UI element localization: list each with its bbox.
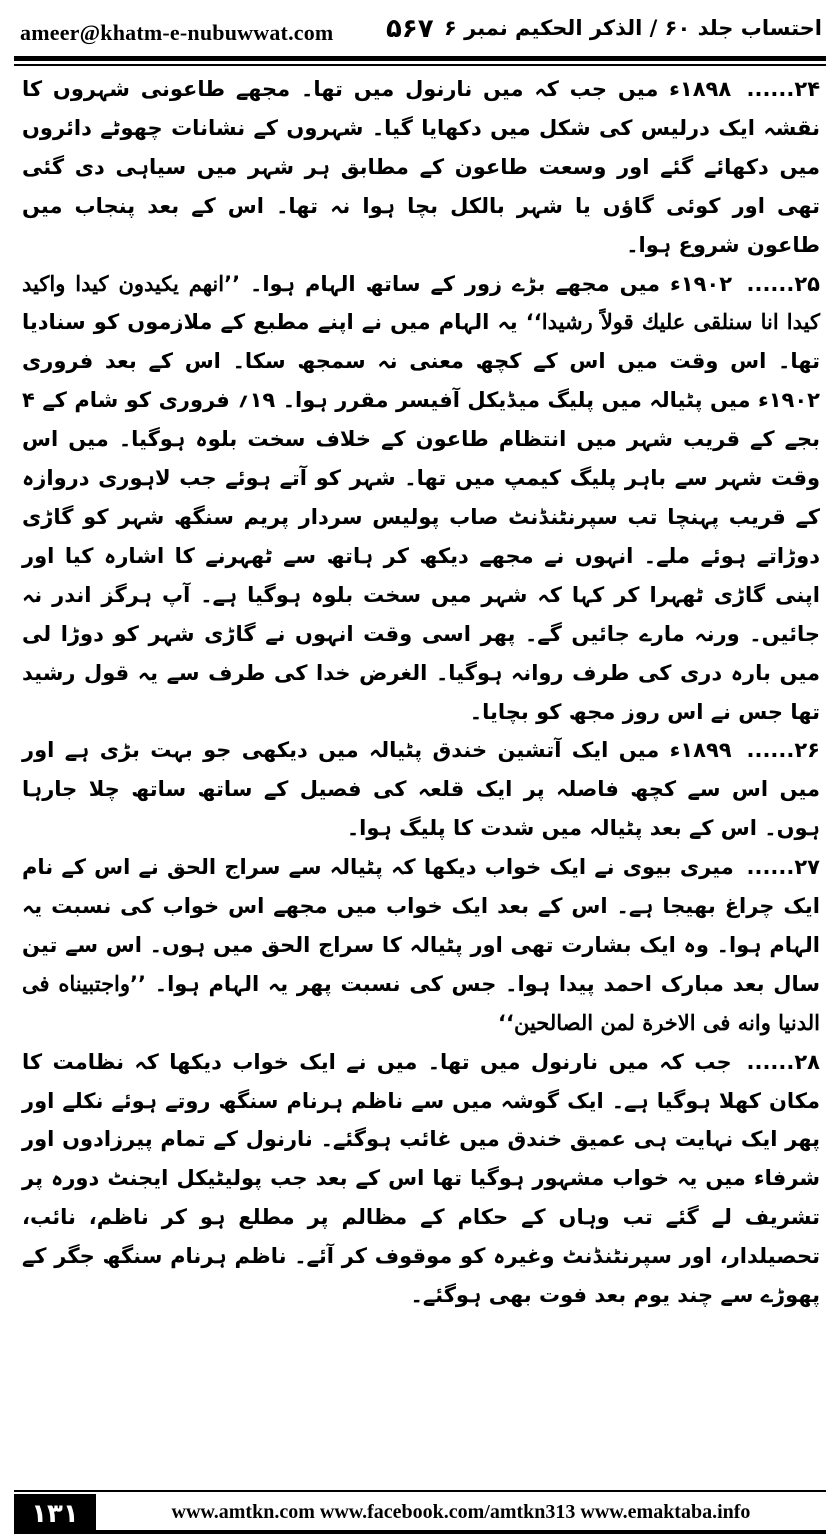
paragraph-26 bbox=[22, 731, 820, 848]
paragraph-24 bbox=[22, 70, 820, 265]
paragraph-text: جب کہ میں نارنول میں تھا۔ میں نے ایک خواب دیکھا کہ نظامت کا مکان کھلا ہوگیا ہے۔ ایک گوشہ میں سے ناظم ہرنام سنگھ روتے ہوئے نکلے اور پھر ایک نہایت ہی عمیق خندق میں غائب ہوگئے۔ نارنول کے تمام پیرزادوں اور شرفاء میں یہ خواب مشہور ہوگیا تھا اس کے بعد جب پولیٹیکل ایجنٹ دورہ پر تشریف لے گئے تب وہاں کے حکام کے مظالم پر مطلع ہو کر ناظم، نائب، تحصیلدار، اور سپرنٹنڈنٹ وغیرہ کو موقوف کر آئے۔ ناظم ہرنام سنگھ جگر کے پھوڑے سے چند یوم بعد فوت بھی ہوگئے۔ bbox=[22, 1049, 820, 1308]
footer-page-number: ۱۳۱ bbox=[14, 1494, 96, 1534]
paragraph-text: ۱۸۹۹ء میں ایک آتشین خندق پٹیالہ میں دیکھی جو بہت بڑی ہے اور میں اس سے کچھ فاصلہ پر ایک قلعہ کی فصیل کے ساتھ ساتھ چلا جارہا ہوں۔ اس کے بعد پٹیالہ میں شدت کا پلیگ ہوا۔ bbox=[22, 738, 820, 841]
paragraph-number: ۲۴...... bbox=[746, 77, 821, 101]
article-body bbox=[22, 70, 820, 1315]
paragraph-number: ۲۶...... bbox=[746, 738, 820, 763]
paragraph-text: ۱۸۹۸ء میں جب کہ میں نارنول میں تھا۔ مجھے طاعونی شہروں کا نقشہ ایک درلیس کی شکل میں دکھایا گیا۔ شہروں کے نشانات چھوٹے دائروں میں دکھائے گئے اور وسعت طاعون کے مطابق ہر شہر میں سیاہی دی گئی تھی اور کوئی گاؤں یا شہر بالکل بچا ہوا نہ تھا۔ اس کے بعد پنجاب میں طاعون شروع ہوا۔ bbox=[22, 77, 820, 257]
header-rule-thin bbox=[14, 64, 826, 66]
header-issue-title: احتساب جلد ۶۰ / الذکر الحکیم نمبر ۶ bbox=[444, 16, 822, 40]
paragraph-number: ۲۷...... bbox=[746, 855, 820, 880]
paragraph-text: ۱۹۰۲ء میں مجھے بڑے زور کے ساتھ الہام ہوا۔ ’’ bbox=[224, 271, 733, 296]
header-page-number: ۵۶۷ bbox=[386, 14, 434, 44]
header-rule-thick bbox=[14, 56, 826, 61]
paragraph-text: میری بیوی نے ایک خواب دیکھا کہ پٹیالہ سے سراج الحق نے اس کے نام ایک چراغ بھیجا ہے۔ اس کے بعد ایک خواب میں مجھے اس خواب کی نسبت یہ الہام ہوا۔ وہ ایک بشارت تھی اور پٹیالہ کا سراج الحق میں ہوں۔ اس سے تین سال بعد مبارک احمد پیدا ہوا۔ جس کی نسبت پھر یہ الہام ہوا۔ ’’ bbox=[22, 855, 820, 996]
paragraph-text: ‘‘ bbox=[497, 1010, 514, 1035]
footer-links[interactable]: www.amtkn.com www.facebook.com/amtkn313 www.emaktaba.info bbox=[96, 1494, 826, 1534]
arabic-quote: انهم یکیدون کیدا واکید کیدا انا سنلقی علیك قولاً رشیدا bbox=[22, 270, 820, 335]
paragraph-25 bbox=[22, 265, 820, 732]
paragraph-text: ‘‘ یہ الہام میں نے اپنے مطبع کے ملازموں کو سنادیا تھا۔ اس وقت میں اس کے کچھ معنی نہ سمجھ سکا۔ اس کے بعد فروری ۱۹۰۲ء میں پٹیالہ میں پلیگ میڈیکل آفیسر مقرر ہوا۔ ۱۹؍ فروری کو شام کے ۴ بجے کے قریب شہر میں انتظام طاعون کے خلاف سخت بلوہ ہوگیا۔ میں اس وقت شہر سے باہر پلیگ کیمپ میں تھا۔ شہر کو آتے ہوئے جب لاہوری دروازہ کے قریب پہنچا تب سپرنٹنڈنٹ صاب پولیس سردار پریم سنگھ شہر کو گاڑی دوڑاتے ہوئے ملے۔ انہوں نے مجھے دیکھ کر ہاتھ سے ٹھہرنے کا اشارہ کیا اور اپنی گاڑی ٹھہرا کر کہا کہ شہر میں سخت بلوہ ہوگیا ہے۔ آپ ہرگز اندر نہ جائیں۔ ورنہ مارے جائیں گے۔ پھر اسی وقت انہوں نے گاڑی شہر کو دوڑا لی میں بارہ دری کی طرف روانہ ہوگیا۔ الغرض خدا کی طرف سے یہ قول رشید تھا جس نے اس روز مجھ کو بچایا۔ bbox=[22, 310, 820, 724]
paragraph-number: ۲۸...... bbox=[746, 1049, 820, 1074]
header-email[interactable]: ameer@khatm-e-nubuwwat.com bbox=[20, 20, 334, 45]
paragraph-number: ۲۵...... bbox=[746, 271, 820, 296]
paragraph-28 bbox=[22, 1043, 820, 1315]
page-header bbox=[14, 8, 826, 54]
footer-rule bbox=[14, 1490, 826, 1492]
paragraph-27 bbox=[22, 848, 820, 1043]
arabic-quote: واجتبیناه فی الدنیا وانه فی الاخرة لمن الصالحین bbox=[22, 970, 820, 1035]
